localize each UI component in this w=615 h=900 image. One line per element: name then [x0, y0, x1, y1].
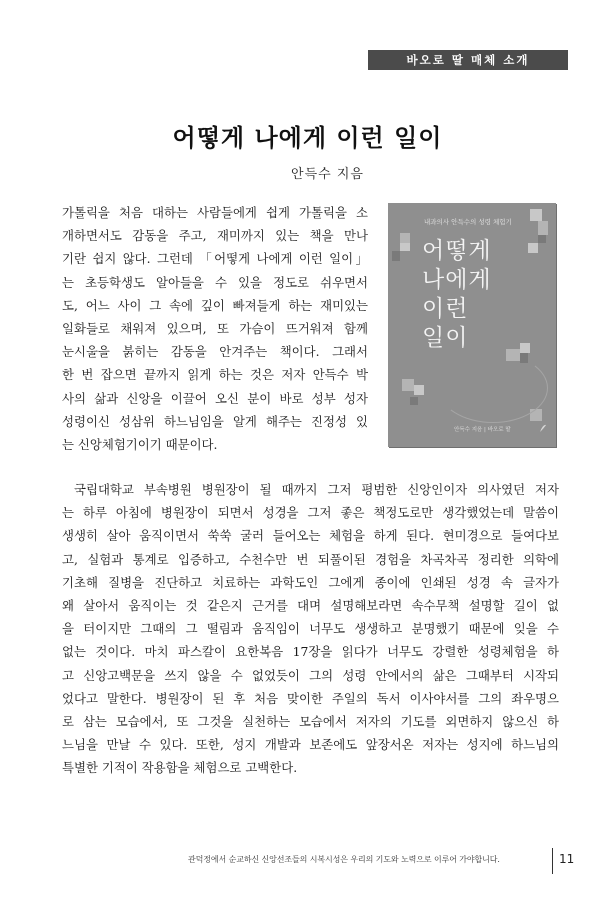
page-footer — [0, 848, 615, 872]
text-line: 특별한 기적이 작용함을 체험으로 고백한다. — [62, 760, 298, 776]
text-line: 없는 것이다. 마치 파스칼이 요한복음 17장을 읽다가 너무도 강렬한 성령체험을 하 — [62, 644, 559, 660]
article-author: 안득수 지음 — [291, 167, 364, 182]
cover-square — [410, 397, 418, 405]
book-title-line: 어떻게 — [422, 238, 492, 264]
section-tag: 바오로 딸 매체 소개 — [368, 50, 568, 70]
cover-square — [400, 243, 410, 251]
cover-square — [392, 251, 400, 261]
text-line: 느님을 만날 수 있다. 또한, 성지 개발과 보존에도 앞장서온 저자는 성지에 하느님의 — [62, 737, 559, 753]
page-number: 11 — [559, 852, 575, 866]
text-line: 개하면서도 감동을 주고, 재미까지 있는 책을 만나 — [62, 228, 368, 244]
text-line: 고, 실험과 통계로 입증하고, 수천수만 번 되풀이된 경험을 차곡차곡 정리한 의학에 — [62, 551, 559, 567]
text-line: 기초해 질병을 진단하고 치료하는 과학도인 그에게 종이에 인쇄된 성경 속 글자가 — [62, 574, 559, 590]
book-author: 안득수 지음 | 바오로 딸 — [454, 427, 511, 433]
text-line: 는 하루 아침에 병원장이 되면서 성경을 그저 좋은 책정도로만 생각했었는데 말씀이 — [62, 505, 559, 521]
text-line: 생생히 살아 움직이면서 쑥쑥 굴러 들어오는 체험을 하게 된다. 현미경으로 들여다보 — [62, 528, 559, 544]
cover-square — [530, 209, 542, 221]
cover-square — [402, 379, 414, 391]
text-line: 국립대학교 부속병원 병원장이 될 때까지 그저 평범한 신앙인이자 의사였던 저자 — [74, 482, 559, 497]
text-line: 을 터이지만 그때의 그 떨림과 움직임이 너무도 생생하고 분명했기 때문에 잊을 수 — [62, 621, 559, 637]
text-line: 가톨릭을 처음 대하는 사람들에게 쉽게 가톨릭을 소 — [62, 205, 368, 220]
book-title — [422, 237, 492, 353]
book-title-line: 이런 — [422, 296, 469, 322]
text-line: 는 초등학생도 알아들을 수 있을 정도로 쉬우면서 — [62, 274, 368, 290]
book-title-line: 일이 — [422, 325, 469, 351]
publisher-logo-icon — [538, 423, 548, 433]
text-line: 왜 살아서 움직이는 것 같은지 근거를 대며 설명해보라면 속수무책 설명할 길이 없 — [62, 597, 559, 613]
text-line: 일화들로 채워져 있으며, 또 가슴이 뜨거워져 함께 — [62, 320, 368, 336]
cover-swirl — [438, 353, 548, 423]
cover-square — [528, 243, 538, 253]
footer-slogan: 관덕정에서 순교하신 신앙선조들의 시복시성은 우리의 기도와 노력으로 이루어 가야합니다. — [188, 855, 500, 864]
article-title: 어떻게 나에게 이런 일이 — [172, 124, 443, 152]
cover-square — [538, 235, 546, 243]
footer-divider — [552, 848, 553, 874]
cover-square — [400, 233, 410, 243]
text-line: 한 번 잡으면 끝까지 읽게 하는 것은 저자 안득수 박 — [62, 367, 368, 383]
article-body — [62, 478, 559, 779]
text-line: 었다고 말한다. 병원장이 된 후 처음 맞이한 주일의 독서 이사야서를 그의 좌우명으 — [62, 690, 559, 706]
book-cover-image — [388, 203, 556, 447]
text-line: 고 신앙고백문을 쓰지 않을 수 없었듯이 그의 성령 안에서의 삶은 그때부터 시작되 — [62, 667, 559, 683]
book-title-line: 나에게 — [422, 267, 492, 293]
cover-square — [520, 343, 530, 353]
text-line: 는 신앙체험기이기 때문이다. — [62, 436, 218, 452]
text-line: 성령이신 성삼위 하느님임을 알게 해주는 진정성 있 — [62, 413, 368, 429]
text-line: 기란 쉽지 않다. 그런데 「어떻게 나에게 이런 일이」 — [62, 251, 368, 267]
text-line: 로 삼는 모습에서, 또 그것을 실천하는 모습에서 저자의 기도를 외면하지 않으신 하 — [62, 713, 559, 729]
article-intro — [62, 201, 368, 456]
book-subtitle: 내과의사 안득수의 성령 체험기 — [424, 218, 512, 226]
cover-square — [538, 221, 548, 235]
text-line: 도, 어느 사이 그 속에 깊이 빠져들게 하는 재미있는 — [62, 297, 368, 313]
text-line: 사의 삶과 신앙을 이끌어 오신 분이 바로 성부 성자 — [62, 390, 368, 406]
cover-square — [414, 385, 424, 395]
text-line: 눈시울을 붉히는 감동을 안겨주는 책이다. 그래서 — [62, 344, 368, 360]
